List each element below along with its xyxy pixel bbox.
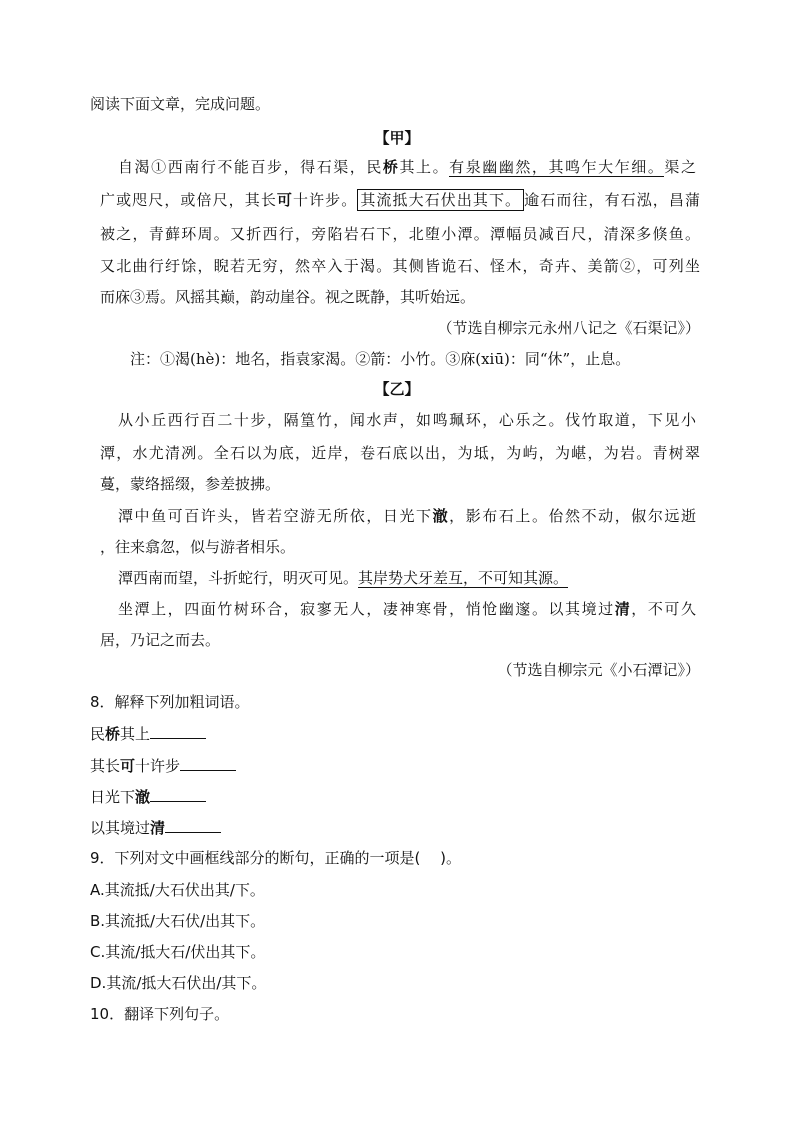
- q9-option-d[interactable]: D.其流/抵大石伏出/其下。: [90, 974, 267, 992]
- q9-option-b[interactable]: B.其流抵/大石伏/出其下。: [90, 912, 266, 930]
- underlined-sentence-jia: 有泉幽幽然，其鸣乍大乍细。: [449, 158, 665, 176]
- question-9: 9．下列对文中画框线部分的断句，正确的一项是( )。: [90, 849, 462, 867]
- passage-yi-line-8: 居，乃记之而去。: [100, 631, 221, 649]
- bold-word-qing: 清: [614, 600, 632, 618]
- passage-yi-line-7: 坐潭上，四面竹树环合，寂寥无人，凄神寒骨，悄怆幽邃。以其境过清，不可久: [118, 600, 696, 618]
- passage-jia-title: 【甲】: [374, 129, 420, 147]
- passage-yi-line-2: 潭，水尤清冽。全石以为底，近岸，卷石底以出，为坻，为屿，为嵁，为岩。青树翠: [100, 444, 700, 462]
- passage-yi-line-3: 蔓，蒙络摇缀，参差披拂。: [100, 475, 281, 493]
- q8-item-3: 日光下澈: [90, 787, 206, 807]
- passage-jia-source: （节选自柳宗元永州八记之《石渠记》）: [437, 319, 700, 337]
- bold-word-che: 澈: [432, 507, 450, 525]
- passage-jia-line-1: 自渴①西南行不能百步，得石渠，民桥其上。有泉幽幽然，其鸣乍大乍细。渠之: [118, 158, 696, 176]
- passage-jia-line-4: 又北曲行纡馀，睨若无穷，然卒入于渴。其侧皆诡石、怪木，奇卉、美箭②，可列坐: [100, 257, 700, 275]
- q8-item-4: 以其境过清: [90, 818, 221, 838]
- q9-option-c[interactable]: C.其流/抵大石/伏出其下。: [90, 943, 266, 961]
- reading-instruction: 阅读下面文章，完成问题。: [90, 95, 271, 113]
- q8-item-2: 其长可十许步: [90, 756, 236, 776]
- bold-word-qiao: 桥: [382, 158, 400, 176]
- passage-yi-line-6: 潭西南而望，斗折蛇行，明灭可见。其岸势犬牙差互，不可知其源。: [118, 569, 569, 587]
- bold-word-ke: 可: [276, 191, 293, 209]
- passage-yi-line-4: 潭中鱼可百许头，皆若空游无所依，日光下澈，影布石上。佁然不动，俶尔远逝: [118, 507, 696, 525]
- passage-jia-line-3: 被之，青藓环周。又折西行，旁陷岩石下，北堕小潭。潭幅员减百尺，清深多倏鱼。: [100, 225, 700, 243]
- underlined-sentence-yi: 其岸势犬牙差互，不可知其源。: [358, 569, 569, 587]
- passage-yi-source: （节选自柳宗元《小石潭记》）: [497, 661, 700, 679]
- q9-option-a[interactable]: A.其流抵/大石伏出其/下。: [90, 881, 265, 899]
- boxed-sentence: 其流抵大石伏出其下。: [357, 189, 524, 211]
- passage-jia-note: 注：①渴(hè)：地名，指袁家渴。②箭：小竹。③庥(xiū)：同“休”，止息。: [130, 350, 631, 368]
- passage-yi-line-1: 从小丘西行百二十步，隔篁竹，闻水声，如鸣珮环，心乐之。伐竹取道，下见小: [118, 411, 696, 429]
- passage-yi-line-5: ，往来翕忽，似与游者相乐。: [100, 538, 296, 556]
- question-10: 10．翻译下列句子。: [90, 1005, 230, 1023]
- passage-yi-title: 【乙】: [374, 380, 420, 398]
- question-8: 8．解释下列加粗词语。: [90, 693, 250, 711]
- answer-blank[interactable]: [150, 787, 206, 802]
- q8-item-1: 民桥其上: [90, 724, 206, 744]
- answer-blank[interactable]: [180, 756, 236, 771]
- answer-blank[interactable]: [150, 724, 206, 739]
- answer-blank[interactable]: [165, 818, 221, 833]
- passage-jia-line-2: 广或咫尺，或倍尺，其长可十许步。 其流抵大石伏出其下。 逾石而往，有石泓，昌蒲: [100, 191, 700, 209]
- passage-jia-line-5: 而庥③焉。风摇其巅，韵动崖谷。视之既静，其听始远。: [100, 288, 476, 306]
